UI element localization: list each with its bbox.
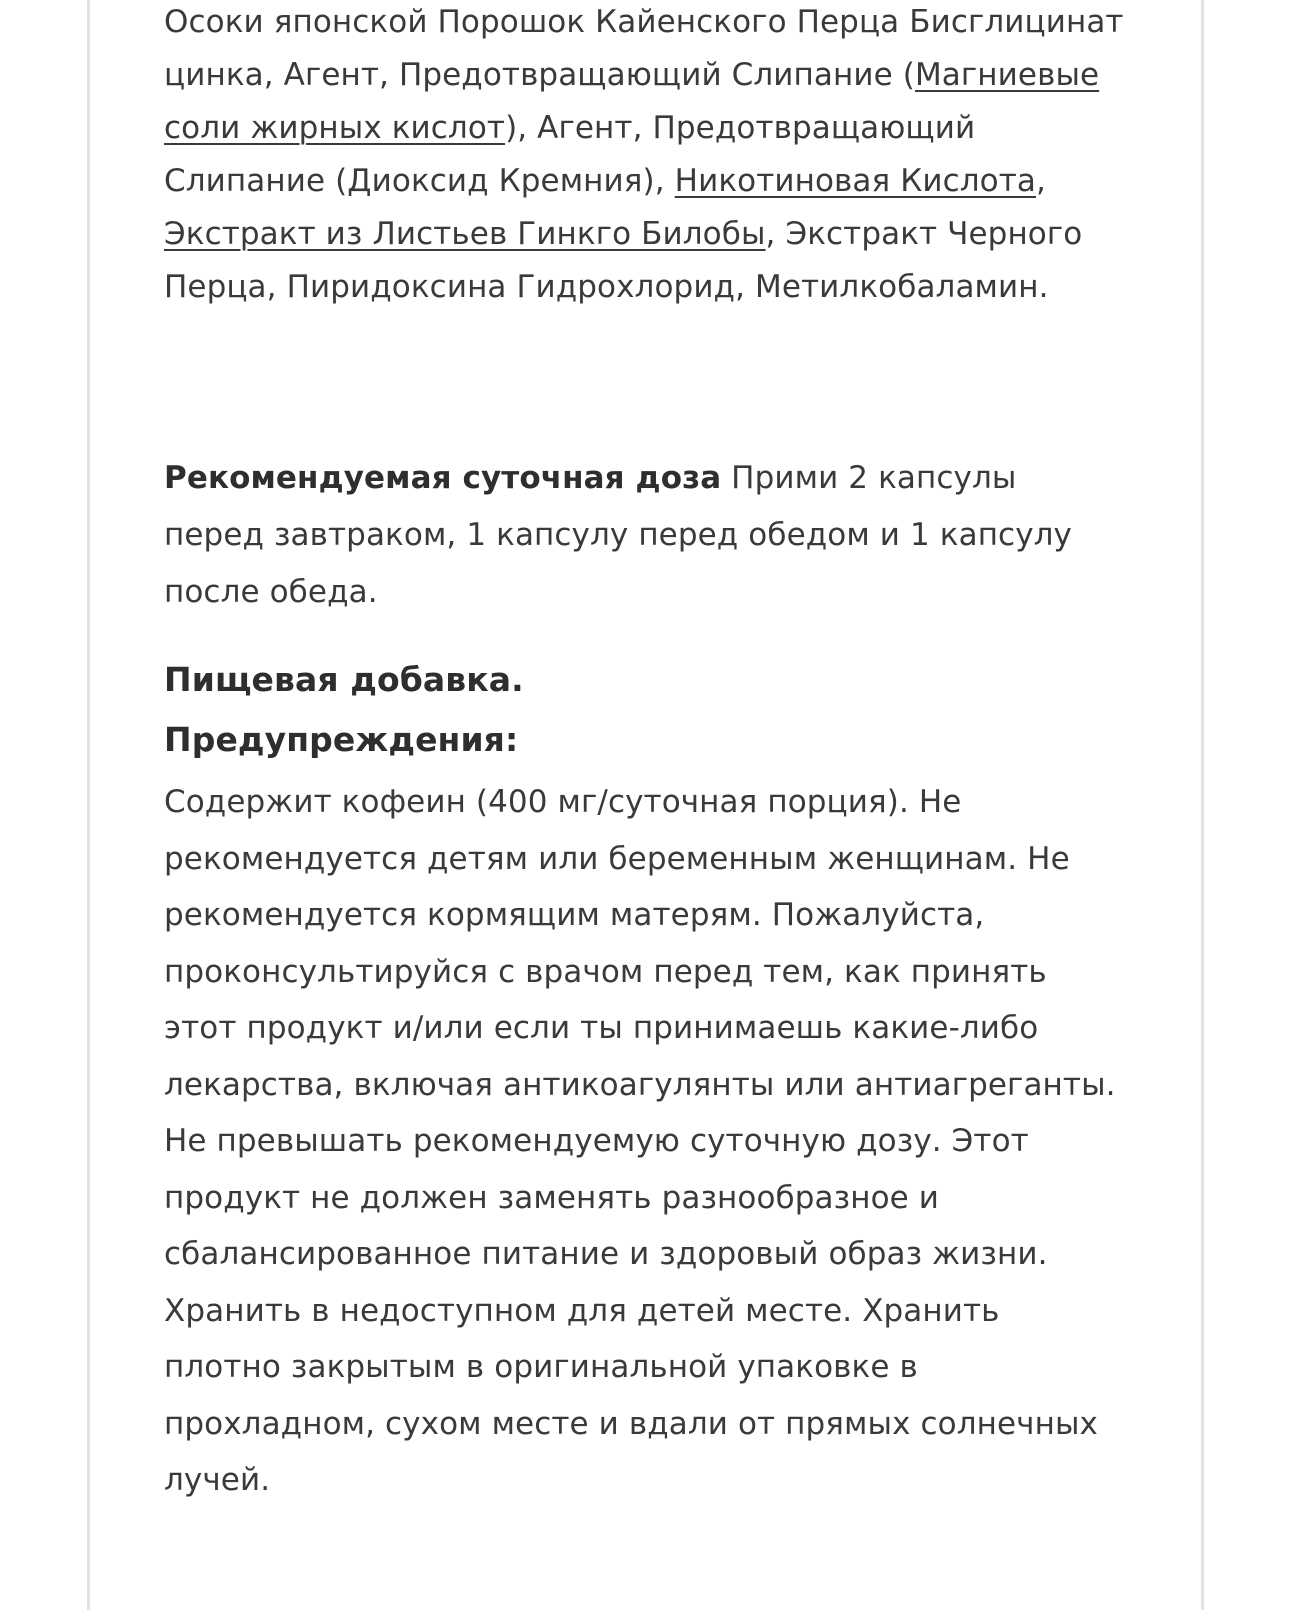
ingredient-link-magnesium-salts[interactable]: Магниевые соли жирных кислот: [164, 57, 1100, 146]
daily-dose-label: Рекомендуемая суточная доза: [164, 460, 722, 496]
warnings-text: Содержит кофеин (400 мг/суточная порция). Не рекомендуется детям или беременным женщинам. Не рекомендуется кормящим матерям. Пожалуйста, проконсультируйся с врачом перед тем, как принять этот продукт и/или если ты принимаешь какие-либо лекарства, включая антикоагулянты или антиагреганты. Не превышать рекомендуемую суточную дозу. Этот продукт не должен заменять разнообразное и сбалансированное питание и здоровый образ жизни. Хранить в недоступном для детей месте. Хранить плотно закрытым в оригинальной упаковке в прохладном, сухом месте и вдали от прямых солнечных лучей.: [164, 784, 1116, 1498]
ingredient-link-nicotinic-acid[interactable]: Никотиновая Кислота: [674, 163, 1036, 199]
ingredient-link-ginkgo-extract[interactable]: Экстракт из Листьев Гинкго Билобы: [164, 216, 766, 252]
ingredients-paragraph: [164, 0, 1124, 314]
ingredients-text-1: Осоки японской Порошок Кайенского Перца Бисглицинат цинка, Агент, Предотвращающий Слипание (: [164, 4, 1124, 93]
daily-dose-paragraph: [164, 450, 1124, 621]
warnings-heading: Предупреждения:: [164, 720, 519, 759]
supplement-heading: Пищевая добавка.: [164, 660, 524, 699]
ingredients-text-4: , Экстракт Черного Перца, Пиридоксина Гидрохлорид, Метилкобаламин.: [164, 216, 1083, 305]
product-description-card: [87, 0, 1204, 1610]
daily-dose-text: Прими 2 капсулы перед завтраком, 1 капсулу перед обедом и 1 капсулу после обеда.: [164, 460, 1073, 610]
ingredients-text-2: ), Агент, Предотвращающий Слипание (Диоксид Кремния),: [164, 110, 976, 199]
ingredients-text-3: ,: [1035, 163, 1046, 199]
